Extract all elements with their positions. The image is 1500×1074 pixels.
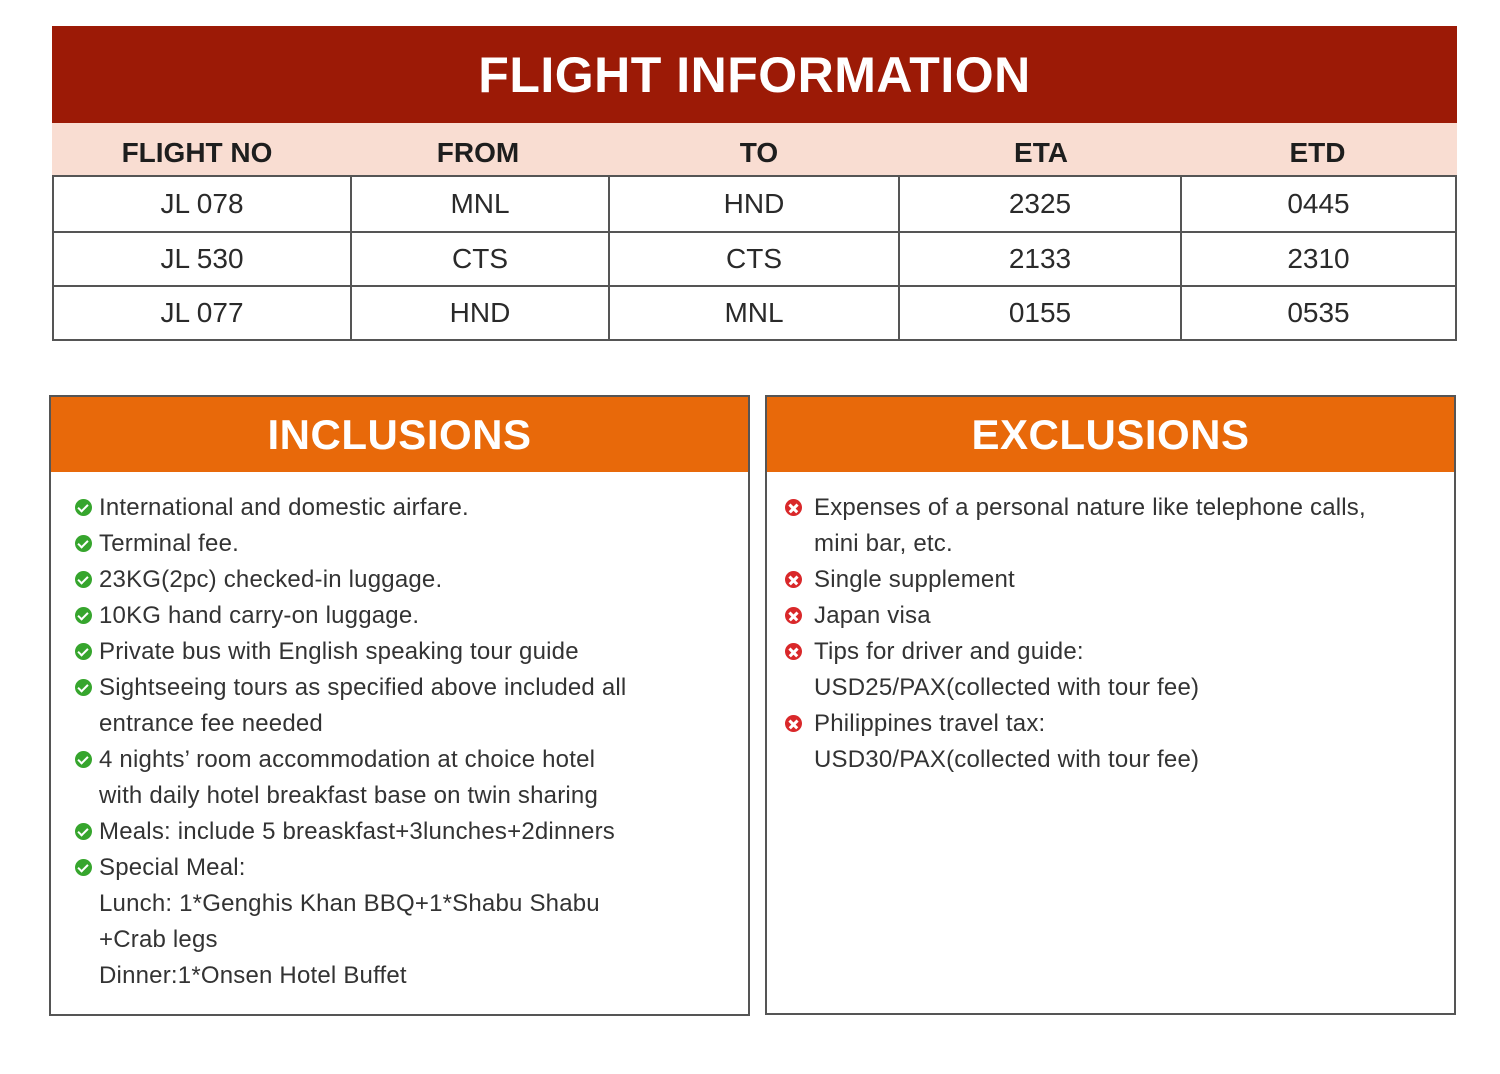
item-line: 10KG hand carry-on luggage. (99, 602, 420, 629)
check-circle-icon (75, 859, 92, 876)
cell-etd: 2310 (1180, 233, 1455, 285)
check-circle-icon (75, 535, 92, 552)
cell-to: HND (608, 177, 898, 231)
header-from: FROM (436, 137, 520, 168)
item-line: Japan visa (814, 602, 931, 629)
item-line: International and domestic airfare. (99, 494, 469, 521)
item-line: Sightseeing tours as specified above included all (99, 674, 627, 701)
check-circle-icon (75, 499, 92, 516)
list-item (785, 490, 1454, 562)
cell-from: MNL (350, 177, 608, 231)
item-line: Expenses of a personal nature like telephone calls, (814, 494, 1366, 521)
header-flight-no: FLIGHT NO (121, 137, 273, 168)
flight-table-header (52, 123, 1457, 175)
list-item (75, 850, 748, 994)
item-line: USD30/PAX(collected with tour fee) (814, 746, 1200, 773)
item-line: Terminal fee. (99, 530, 239, 557)
flight-information-title: FLIGHT INFORMATION (52, 26, 1457, 123)
cell-eta: 2133 (898, 233, 1180, 285)
cell-to: CTS (608, 233, 898, 285)
cell-flight-no: JL 078 (160, 188, 244, 219)
item-line: Meals: include 5 breaskfast+3lunches+2dinners (99, 818, 615, 845)
cell-from: CTS (350, 233, 608, 285)
item-line: entrance fee needed (99, 710, 323, 737)
list-item (75, 598, 748, 634)
cell-flight-no: JL 530 (160, 243, 244, 274)
cross-circle-icon (785, 499, 802, 516)
exclusions-panel (765, 395, 1456, 1015)
item-line: Tips for driver and guide: (814, 638, 1084, 665)
cross-circle-icon (785, 715, 802, 732)
cell-from: HND (350, 287, 608, 339)
list-item (785, 706, 1454, 778)
table-row (54, 285, 1455, 339)
item-line: Dinner:1*Onsen Hotel Buffet (99, 962, 407, 989)
list-item (75, 670, 748, 742)
cell-to: MNL (608, 287, 898, 339)
header-etd: ETD (1289, 137, 1346, 168)
check-circle-icon (75, 823, 92, 840)
list-item (75, 634, 748, 670)
item-line: Special Meal: (99, 854, 246, 881)
item-line: Single supplement (814, 566, 1015, 593)
inclusions-list (51, 472, 748, 994)
list-item (75, 562, 748, 598)
cross-circle-icon (785, 607, 802, 624)
flight-table-body (52, 175, 1457, 341)
cell-etd: 0535 (1180, 287, 1455, 339)
check-circle-icon (75, 751, 92, 768)
check-circle-icon (75, 679, 92, 696)
item-line: USD25/PAX(collected with tour fee) (814, 674, 1200, 701)
header-eta: ETA (1014, 137, 1068, 168)
table-row (54, 177, 1455, 231)
list-item (785, 562, 1454, 598)
list-item (785, 634, 1454, 706)
flight-information-table (52, 26, 1457, 341)
check-circle-icon (75, 571, 92, 588)
inclusions-title: INCLUSIONS (51, 397, 748, 472)
cell-eta: 2325 (898, 177, 1180, 231)
item-line: Private bus with English speaking tour guide (99, 638, 579, 665)
item-line: with daily hotel breakfast base on twin sharing (99, 782, 599, 809)
check-circle-icon (75, 607, 92, 624)
item-line: 4 nights’ room accommodation at choice hotel (99, 746, 596, 773)
cell-etd: 0445 (1180, 177, 1455, 231)
header-to: TO (739, 137, 779, 168)
item-line: Lunch: 1*Genghis Khan BBQ+1*Shabu Shabu (99, 890, 600, 917)
list-item (75, 814, 748, 850)
cell-flight-no: JL 077 (160, 297, 244, 328)
exclusions-list (767, 472, 1454, 778)
cross-circle-icon (785, 571, 802, 588)
list-item (75, 526, 748, 562)
list-item (75, 490, 748, 526)
check-circle-icon (75, 643, 92, 660)
item-line: +Crab legs (99, 926, 218, 953)
item-line: Philippines travel tax: (814, 710, 1046, 737)
item-line: 23KG(2pc) checked-in luggage. (99, 566, 443, 593)
list-item (785, 598, 1454, 634)
list-item (75, 742, 748, 814)
cross-circle-icon (785, 643, 802, 660)
item-line: mini bar, etc. (814, 530, 953, 557)
table-row (54, 231, 1455, 285)
cell-eta: 0155 (898, 287, 1180, 339)
inclusions-panel (49, 395, 750, 1016)
exclusions-title: EXCLUSIONS (767, 397, 1454, 472)
